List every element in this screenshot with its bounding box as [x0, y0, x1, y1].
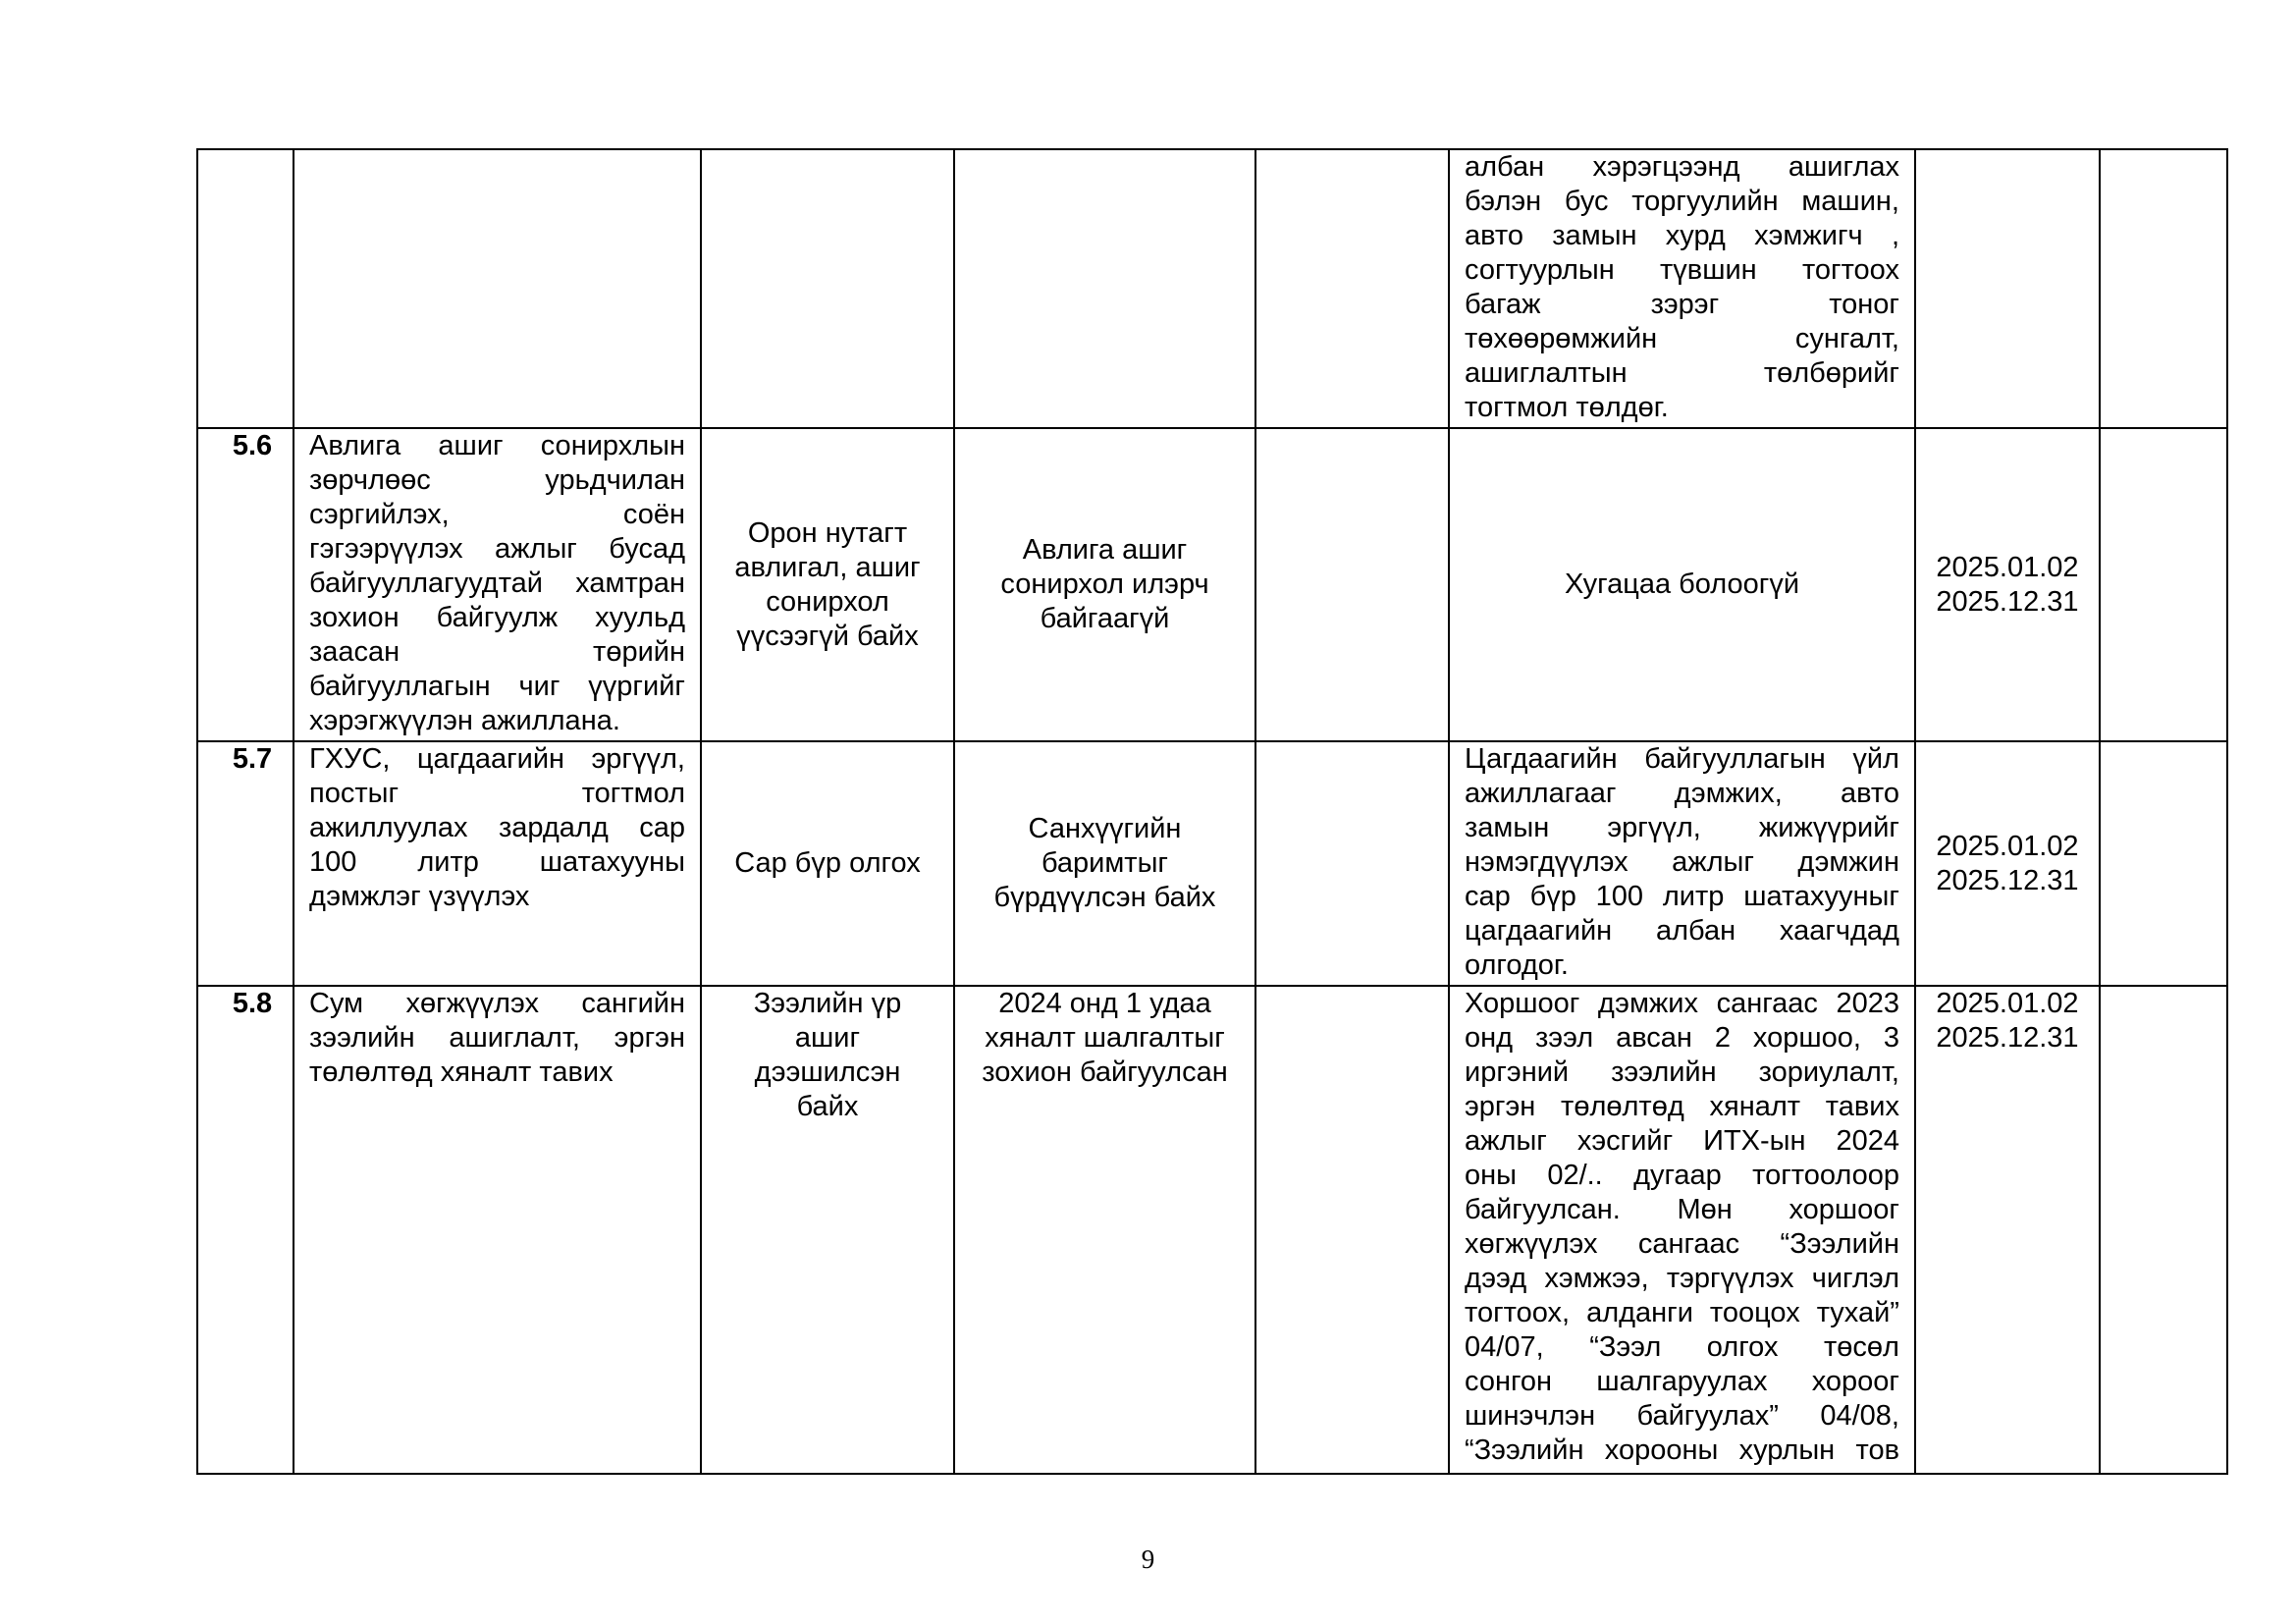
- text-line: [1465, 1227, 1899, 1262]
- word: сунгалт,: [1794, 323, 1899, 354]
- word: хороог: [1811, 1366, 1899, 1397]
- word: согтуурлын: [1465, 254, 1615, 286]
- word: зориулалт,: [1758, 1056, 1899, 1088]
- word: сар: [1465, 881, 1511, 912]
- text-line: [1465, 742, 1899, 777]
- word: тогтоох,: [1465, 1297, 1571, 1328]
- text-line: тогтмол төлдөг.: [1465, 392, 1669, 423]
- word: Мөн: [1677, 1194, 1733, 1225]
- empty-cell: [1255, 428, 1449, 741]
- word: 04/08,: [1820, 1400, 1899, 1432]
- word: 100: [1595, 881, 1644, 912]
- word: ашиглах: [1788, 151, 1899, 183]
- text-line: [1465, 1056, 1899, 1090]
- text-line: байгаагүй: [1040, 603, 1170, 634]
- word: алданги: [1586, 1297, 1693, 1328]
- word: ажиллуулах: [309, 812, 468, 843]
- text-line: хэрэгжүүлэн ажиллана.: [309, 705, 620, 736]
- report-cell: [1449, 428, 1915, 741]
- word: ашиглалтын: [1465, 357, 1628, 389]
- word: үүргийг: [588, 671, 685, 702]
- activity-plan-table: [196, 148, 2228, 1475]
- text-line: [309, 811, 685, 845]
- text-line: үүсээгүй байх: [736, 620, 919, 652]
- text-line: [309, 429, 685, 463]
- word: ашиг: [438, 430, 504, 461]
- word: сонгон: [1465, 1366, 1553, 1397]
- text-line: [309, 567, 685, 601]
- word: сонирхлын: [540, 430, 685, 461]
- text-line: [1465, 150, 1899, 185]
- word: хурлын: [1738, 1435, 1836, 1466]
- word: авсан: [1616, 1022, 1692, 1054]
- word: чиг: [518, 671, 561, 702]
- word: тов: [1855, 1435, 1899, 1466]
- word: шинэчлэн: [1465, 1400, 1596, 1432]
- text-line: [309, 498, 685, 532]
- word: ИТХ-ын: [1703, 1125, 1806, 1157]
- word: олгох: [1706, 1331, 1779, 1363]
- text-line: [309, 742, 685, 777]
- table-row: [197, 149, 2227, 428]
- word: бусад: [609, 533, 685, 565]
- text-line: [309, 1021, 685, 1056]
- text-line: баримтыг: [1041, 847, 1169, 879]
- text-line: ашиг: [794, 1022, 861, 1054]
- word: замын: [1552, 220, 1637, 251]
- text-line: төлөлтөд хяналт тавих: [309, 1056, 614, 1088]
- text-line: [1465, 219, 1899, 253]
- word: эргэн: [614, 1022, 685, 1054]
- text-line: [1465, 777, 1899, 811]
- word: Цагдаагийн: [1465, 743, 1618, 775]
- row-number: 5.7: [197, 741, 294, 986]
- text-line: [309, 635, 685, 670]
- word: хамтран: [575, 568, 685, 599]
- word: байгуулсан.: [1465, 1194, 1621, 1225]
- empty-cell: [2100, 986, 2227, 1474]
- text-line: [1465, 1021, 1899, 1056]
- word: эргэн: [1465, 1091, 1536, 1122]
- text-line: [309, 670, 685, 704]
- text-line: 2025.12.31: [1936, 864, 2079, 896]
- text-line: [309, 845, 685, 880]
- word: төлбөрийг: [1763, 357, 1899, 389]
- text-line: 2025.12.31: [1936, 1022, 2079, 1054]
- word: авто: [1465, 220, 1523, 251]
- word: тогтоолоор: [1752, 1160, 1899, 1191]
- word: шатахууныг: [1743, 881, 1899, 912]
- page-number: 9: [1141, 1544, 1155, 1574]
- word: байгууллагын: [1644, 743, 1826, 775]
- text-line: [309, 777, 685, 811]
- report-text: Хугацаа болоогүй: [1564, 568, 1800, 600]
- text-line: [1465, 845, 1899, 880]
- word: үйл: [1852, 743, 1899, 775]
- word: “Зээл: [1589, 1331, 1662, 1363]
- text-line: зохион байгуулсан: [982, 1056, 1228, 1088]
- indicator-cell: [701, 741, 954, 986]
- word: хэрэгцээнд: [1592, 151, 1740, 183]
- word: 2023: [1836, 988, 1899, 1019]
- text-line: Санхүүгийн: [1028, 813, 1182, 844]
- table-row: [197, 428, 2227, 741]
- word: сангаас: [1716, 988, 1818, 1019]
- text-line: [1465, 880, 1899, 914]
- dates-cell: [1915, 149, 2100, 428]
- table-row: [197, 741, 2227, 986]
- text-line: дээшилсэн: [754, 1056, 901, 1088]
- word: хоршоог: [1789, 1194, 1899, 1225]
- word: тавих: [1825, 1091, 1899, 1122]
- word: сангаас: [1637, 1228, 1740, 1260]
- text-line: [1465, 1296, 1899, 1330]
- word: багаж: [1465, 289, 1541, 320]
- word: хэмжээ,: [1544, 1263, 1649, 1294]
- word: байгуулж: [436, 602, 559, 633]
- text-line: 2024 онд 1 удаа: [998, 988, 1211, 1019]
- word: ГХУС,: [309, 743, 391, 775]
- activity-cell: [294, 741, 701, 986]
- word: тоног: [1829, 289, 1899, 320]
- word: литр: [1662, 881, 1725, 912]
- word: соён: [622, 499, 685, 530]
- text-line: [1465, 1124, 1899, 1159]
- word: 2: [1714, 1022, 1731, 1054]
- word: дэмжих,: [1674, 778, 1783, 809]
- word: ажлыг: [1672, 846, 1754, 878]
- word: тогтмол: [581, 778, 685, 809]
- text-line: [309, 987, 685, 1021]
- dates-cell: [1915, 741, 2100, 986]
- word: тооцох: [1709, 1297, 1800, 1328]
- word: машин,: [1801, 186, 1899, 217]
- word: хурд: [1665, 220, 1726, 251]
- word: 100: [309, 846, 357, 878]
- activity-cell: [294, 149, 701, 428]
- text-line: байх: [796, 1091, 859, 1122]
- text-line: [1465, 1090, 1899, 1124]
- word: замын: [1465, 812, 1550, 843]
- empty-cell: [2100, 428, 2227, 741]
- text-line: Сар бүр олгох: [734, 847, 921, 879]
- word: Хоршоог: [1465, 988, 1580, 1019]
- word: чиглэл: [1811, 1263, 1899, 1294]
- text-line: [309, 532, 685, 567]
- report-cell: [1449, 986, 1915, 1474]
- word: албан: [1465, 151, 1545, 183]
- text-line: [1465, 322, 1899, 356]
- word: Сум: [309, 988, 364, 1019]
- word: “Зээлийн: [1780, 1228, 1899, 1260]
- word: гэгээрүүлэх: [309, 533, 463, 565]
- activity-cell: [294, 428, 701, 741]
- word: хэмжигч: [1754, 220, 1863, 251]
- word: хөгжүүлэх: [1465, 1228, 1598, 1260]
- word: торгуулийн: [1631, 186, 1779, 217]
- word: литр: [417, 846, 479, 878]
- word: бус: [1564, 186, 1609, 217]
- text-line: 2025.01.02: [1936, 830, 2079, 862]
- text-line: [1465, 914, 1899, 948]
- text-line: [309, 601, 685, 635]
- report-cell: [1449, 149, 1915, 428]
- text-line: [1465, 1365, 1899, 1399]
- word: төхөөрөмжийн: [1465, 323, 1658, 354]
- word: тэргүүлэх: [1666, 1263, 1794, 1294]
- word: зохион: [309, 602, 400, 633]
- row-number: 5.8: [197, 986, 294, 1474]
- word: байгууллагын: [309, 671, 491, 702]
- text-line: 2025.12.31: [1936, 585, 2079, 618]
- result-cell: [954, 149, 1255, 428]
- word: байгуулах”: [1636, 1400, 1779, 1432]
- text-line: [1465, 253, 1899, 288]
- word: хөгжүүлэх: [405, 988, 539, 1019]
- word: цагдаагийн: [1465, 915, 1613, 947]
- word: зардалд: [498, 812, 609, 843]
- word: иргэний: [1465, 1056, 1570, 1088]
- word: зөрчлөөс: [309, 464, 431, 496]
- word: шалгаруулах: [1596, 1366, 1768, 1397]
- word: цагдаагийн: [416, 743, 565, 775]
- word: 02/..: [1547, 1160, 1603, 1191]
- word: хаагчдад: [1779, 915, 1899, 947]
- word: хорооны: [1604, 1435, 1719, 1466]
- result-cell: [954, 741, 1255, 986]
- empty-cell: [1255, 741, 1449, 986]
- word: ажлыг: [495, 533, 577, 565]
- text-line: авлигал, ашиг: [734, 551, 921, 583]
- report-cell: [1449, 741, 1915, 986]
- text-line: сонирхол илэрч: [1000, 568, 1209, 600]
- empty-cell: [2100, 741, 2227, 986]
- text-line: [1465, 811, 1899, 845]
- word: 2024: [1836, 1125, 1899, 1157]
- indicator-cell: [701, 986, 954, 1474]
- word: байгууллагуудтай: [309, 568, 544, 599]
- text-line: [1465, 288, 1899, 322]
- indicator-cell: [701, 428, 954, 741]
- word: ажиллагааг: [1465, 778, 1617, 809]
- text-line: 2025.01.02: [1936, 988, 2079, 1019]
- word: хоршоо,: [1752, 1022, 1861, 1054]
- row-number: 5.6: [197, 428, 294, 741]
- word: Авлига: [309, 430, 401, 461]
- word: зээлийн: [309, 1022, 415, 1054]
- word: хуульд: [595, 602, 685, 633]
- text-line: [1465, 1399, 1899, 1434]
- number-cell: [197, 149, 294, 428]
- text-line: [1465, 1330, 1899, 1365]
- word: төлөлтөд: [1561, 1091, 1684, 1122]
- empty-cell: [2100, 149, 2227, 428]
- word: зэрэг: [1650, 289, 1720, 320]
- word: “Зээлийн: [1465, 1435, 1584, 1466]
- text-line: хяналт шалгалтыг: [985, 1022, 1225, 1054]
- word: төрийн: [593, 636, 685, 668]
- word: заасан: [309, 636, 400, 668]
- word: шатахууны: [539, 846, 685, 878]
- word: ,: [1891, 220, 1899, 251]
- text-line: [1465, 1159, 1899, 1193]
- word: дээд: [1465, 1263, 1527, 1294]
- word: төсөл: [1824, 1331, 1899, 1363]
- word: 3: [1883, 1022, 1899, 1054]
- result-cell: [954, 986, 1255, 1474]
- word: жижүүрийг: [1758, 812, 1899, 843]
- word: зээлийн: [1611, 1056, 1717, 1088]
- word: зээл: [1534, 1022, 1594, 1054]
- text-line: Авлига ашиг: [1022, 534, 1188, 566]
- word: оны: [1465, 1160, 1517, 1191]
- text-line: олгодог.: [1465, 949, 1569, 981]
- word: дэмжих: [1597, 988, 1699, 1019]
- word: ашиглалт,: [449, 1022, 580, 1054]
- table-row: [197, 986, 2227, 1474]
- word: бэлэн: [1465, 186, 1542, 217]
- activity-cell: [294, 986, 701, 1474]
- text-line: 2025.01.02: [1936, 551, 2079, 583]
- text-line: [1465, 1193, 1899, 1227]
- text-line: [1465, 356, 1899, 391]
- word: сар: [639, 812, 685, 843]
- word: сангийн: [581, 988, 685, 1019]
- word: ажлыг: [1465, 1125, 1547, 1157]
- empty-cell: [1255, 149, 1449, 428]
- text-line: [309, 463, 685, 498]
- text-line: [1465, 1262, 1899, 1296]
- word: дугаар: [1633, 1160, 1722, 1191]
- text-line: [1465, 1434, 1899, 1468]
- result-cell: [954, 428, 1255, 741]
- word: урьдчилан: [545, 464, 685, 496]
- text-line: [1465, 987, 1899, 1021]
- word: албан: [1655, 915, 1736, 947]
- word: тогтоох: [1801, 254, 1899, 286]
- indicator-cell: [701, 149, 954, 428]
- text-line: бүрдүүлсэн байх: [993, 882, 1216, 913]
- word: түвшин: [1660, 254, 1757, 286]
- word: сэргийлэх,: [309, 499, 450, 530]
- text-line: Зээлийн үр: [753, 988, 902, 1019]
- word: постыг: [309, 778, 400, 809]
- word: онд: [1465, 1022, 1514, 1054]
- text-line: дэмжлэг үзүүлэх: [309, 881, 530, 912]
- word: хэсгийг: [1576, 1125, 1674, 1157]
- text-line: сонирхол: [766, 585, 889, 618]
- dates-cell: [1915, 986, 2100, 1474]
- word: эргүүл,: [1607, 812, 1701, 843]
- word: хяналт: [1709, 1091, 1801, 1122]
- text-line: [1465, 185, 1899, 219]
- word: дэмжин: [1797, 846, 1899, 878]
- word: 04/07,: [1465, 1331, 1544, 1363]
- word: тухай”: [1816, 1297, 1899, 1328]
- dates-cell: [1915, 428, 2100, 741]
- word: нэмэгдүүлэх: [1465, 846, 1629, 878]
- word: эргүүл,: [591, 743, 685, 775]
- empty-cell: [1255, 986, 1449, 1474]
- text-line: Орон нутагт: [747, 516, 908, 549]
- word: бүр: [1529, 881, 1576, 912]
- word: авто: [1841, 778, 1899, 809]
